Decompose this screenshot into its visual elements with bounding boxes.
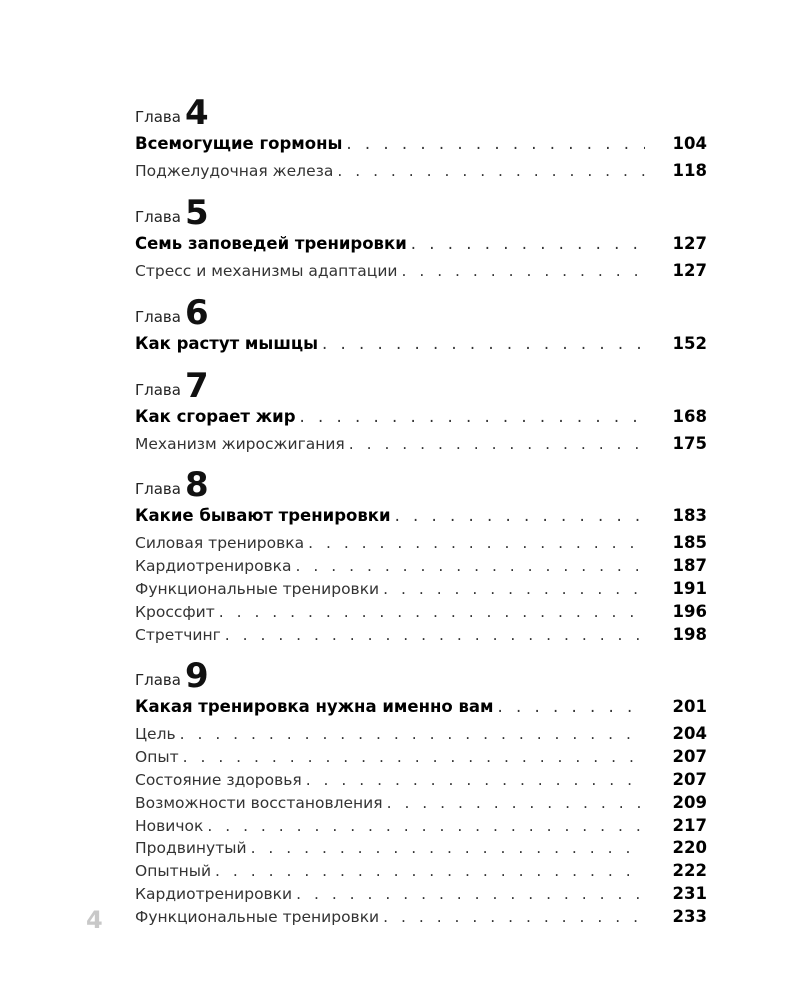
chapter-label: Глава <box>135 671 181 690</box>
page-ref: 168 <box>672 406 707 426</box>
page-ref: 127 <box>672 260 707 280</box>
chapter-spacer <box>135 184 707 192</box>
chapter-spacer <box>135 456 707 464</box>
page-ref: 220 <box>672 838 707 858</box>
chapter-title-entry[interactable] <box>135 330 707 357</box>
page-ref: 196 <box>672 601 707 621</box>
dot-leader <box>296 557 645 575</box>
section-title: Продвинутый <box>135 839 247 858</box>
chapter-heading <box>135 655 707 697</box>
dot-leader <box>180 725 645 743</box>
section-title: Силовая тренировка <box>135 534 305 553</box>
section-title: Возможности восстановления <box>135 793 383 812</box>
chapter-title-entry[interactable] <box>135 230 707 257</box>
section-entry[interactable] <box>135 907 707 930</box>
chapter-heading <box>135 92 707 133</box>
dot-leader <box>251 839 645 857</box>
chapter-label: Глава <box>135 307 181 326</box>
chapter-spacer <box>135 647 707 655</box>
dot-leader <box>306 771 645 789</box>
chapter-4 <box>135 92 707 184</box>
page-ref: 185 <box>672 533 707 553</box>
dot-leader <box>308 534 645 552</box>
chapter-heading <box>135 192 707 233</box>
table-of-contents <box>135 92 707 930</box>
chapter-title: Как сгорает жир <box>135 406 296 426</box>
dot-leader <box>207 817 645 835</box>
chapter-number: 8 <box>184 465 209 506</box>
chapter-heading <box>135 365 707 406</box>
section-entry[interactable] <box>135 724 707 747</box>
section-title: Функциональные тренировки <box>135 579 380 598</box>
page-ref: 231 <box>672 883 707 903</box>
page-ref: 104 <box>672 134 707 153</box>
chapter-title: Какая тренировка нужна именно вам <box>135 697 494 717</box>
section-title: Кроссфит <box>135 602 215 621</box>
section-title: Кардиотренировка <box>135 557 292 576</box>
section-title: Стретчинг <box>135 625 221 644</box>
section-entry[interactable] <box>135 770 707 793</box>
page-ref: 207 <box>672 747 707 767</box>
section-title: Опытный <box>135 862 212 881</box>
chapter-title: Семь заповедей тренировки <box>135 233 407 253</box>
chapter-heading <box>135 292 707 333</box>
section-title: Кардиотренировки <box>135 884 293 903</box>
chapter-number: 5 <box>184 192 209 233</box>
chapter-title: Всемогущие гормоны <box>135 134 343 153</box>
section-title: Стресс и механизмы адаптации <box>135 261 398 280</box>
section-entry[interactable] <box>135 747 707 770</box>
section-entry[interactable] <box>135 533 707 556</box>
dot-leader <box>219 603 645 621</box>
chapter-number: 9 <box>184 656 209 697</box>
page-ref: 222 <box>672 861 707 881</box>
section-title: Новичок <box>135 816 204 835</box>
dot-leader <box>346 134 645 153</box>
page-ref: 183 <box>672 506 707 526</box>
section-entry[interactable] <box>135 884 707 907</box>
chapter-spacer <box>135 284 707 292</box>
page-ref: 191 <box>672 578 707 598</box>
chapter-number: 7 <box>184 365 209 406</box>
section-entry[interactable] <box>135 556 707 579</box>
chapter-title-entry[interactable] <box>135 502 707 529</box>
section-entry[interactable] <box>135 261 707 284</box>
page-ref: 175 <box>672 433 707 453</box>
dot-leader <box>349 435 645 453</box>
chapter-label: Глава <box>135 207 181 226</box>
chapter-number: 4 <box>184 93 209 133</box>
dot-leader <box>225 626 645 644</box>
page-ref: 118 <box>672 161 707 180</box>
chapter-title: Как растут мышцы <box>135 333 318 353</box>
dot-leader <box>401 262 645 280</box>
section-entry[interactable] <box>135 579 707 602</box>
chapter-5 <box>135 192 707 284</box>
dot-leader <box>395 506 645 525</box>
dot-leader <box>387 794 645 812</box>
chapter-label: Глава <box>135 480 181 499</box>
page-ref: 233 <box>672 906 707 926</box>
section-entry[interactable] <box>135 434 707 457</box>
dot-leader <box>215 862 645 880</box>
page-ref: 207 <box>672 769 707 789</box>
chapter-title-entry[interactable] <box>135 693 707 720</box>
chapter-label: Глава <box>135 380 181 399</box>
section-entry[interactable] <box>135 602 707 625</box>
section-entry[interactable] <box>135 161 707 184</box>
dot-leader <box>183 748 645 766</box>
section-entry[interactable] <box>135 793 707 816</box>
chapter-spacer <box>135 357 707 365</box>
dot-leader <box>322 334 645 353</box>
page-ref: 152 <box>672 333 707 353</box>
dot-leader <box>300 407 645 426</box>
chapter-7 <box>135 365 707 457</box>
page-ref: 217 <box>672 815 707 835</box>
page-ref: 127 <box>672 233 707 253</box>
section-title: Функциональные тренировки <box>135 907 380 926</box>
chapter-title-entry[interactable] <box>135 403 707 430</box>
page-ref: 209 <box>672 792 707 812</box>
page-ref: 204 <box>672 724 707 744</box>
section-title: Цель <box>135 725 176 744</box>
chapter-title: Какие бывают тренировки <box>135 506 391 526</box>
section-title: Механизм жиросжигания <box>135 434 345 453</box>
page-number: 4 <box>86 906 103 934</box>
chapter-8 <box>135 464 707 647</box>
section-title: Поджелудочная железа <box>135 162 334 180</box>
page-ref: 187 <box>672 556 707 576</box>
dot-leader <box>383 908 645 926</box>
chapter-6 <box>135 292 707 357</box>
section-entry[interactable] <box>135 816 707 839</box>
section-entry[interactable] <box>135 838 707 861</box>
page-ref: 198 <box>672 624 707 644</box>
section-entry[interactable] <box>135 861 707 884</box>
chapter-heading <box>135 464 707 506</box>
page-ref: 201 <box>672 697 707 717</box>
dot-leader <box>337 162 645 180</box>
section-title: Состояние здоровья <box>135 770 302 789</box>
dot-leader <box>383 580 645 598</box>
section-title: Опыт <box>135 748 179 767</box>
dot-leader <box>411 234 645 253</box>
chapter-title-entry[interactable] <box>135 130 707 157</box>
chapter-9 <box>135 655 707 929</box>
dot-leader <box>296 885 645 903</box>
dot-leader <box>498 697 645 716</box>
chapter-label: Глава <box>135 108 181 126</box>
chapter-number: 6 <box>184 292 209 333</box>
section-entry[interactable] <box>135 625 707 648</box>
